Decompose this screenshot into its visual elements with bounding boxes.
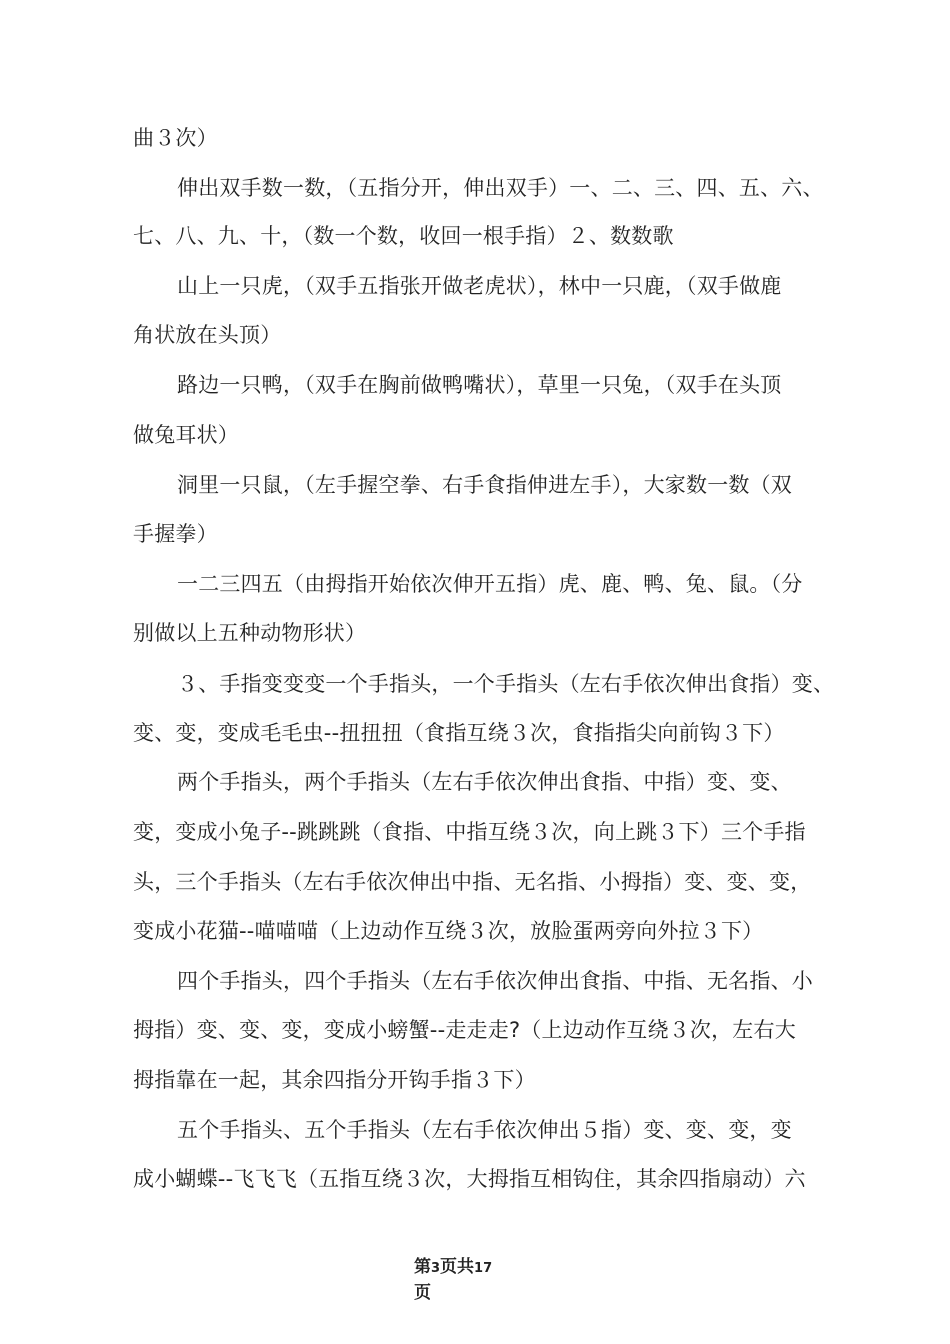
text-line-19: 拇指）变、变、变，变成小螃蟹--走走走?（上边动作互绕３次，左右大 <box>133 1018 796 1042</box>
text-line-12: ３、手指变变变一个手指头，一个手指头（左右手依次伸出食指）变、 <box>177 672 835 696</box>
text-line-13: 变、变，变成毛毛虫--扭扭扭（食指互绕３次，食指指尖向前钩３下） <box>133 721 785 745</box>
text-line-15: 变，变成小兔子--跳跳跳（食指、中指互绕３次，向上跳３下）三个手指 <box>133 820 806 844</box>
text-line-3: 七、八、九、十，（数一个数，收回一根手指）２、数数歌 <box>133 224 674 248</box>
total-page-number: 17 <box>474 1261 493 1276</box>
text-line-18: 四个手指头，四个手指头（左右手依次伸出食指、中指、无名指、小 <box>177 969 813 993</box>
text-line-14: 两个手指头，两个手指头（左右手依次伸出食指、中指）变、变、 <box>177 770 792 794</box>
text-line-4: 山上一只虎，（双手五指张开做老虎状），林中一只鹿，（双手做鹿 <box>177 274 782 298</box>
text-line-11: 别做以上五种动物形状） <box>133 621 367 645</box>
text-line-20: 拇指靠在一起，其余四指分开钩手指３下） <box>133 1068 536 1092</box>
page-number-line <box>414 1256 492 1280</box>
text-line-6: 路边一只鸭，（双手在胸前做鸭嘴状），草里一只兔，（双手在头顶 <box>177 373 782 397</box>
text-line-1: 曲３次） <box>133 126 218 150</box>
text-line-16: 头，三个手指头（左右手依次伸出中指、无名指、小拇指）变、变、变， <box>133 870 812 894</box>
text-line-5: 角状放在头顶） <box>133 323 282 347</box>
footer-prefix: 第 <box>414 1257 431 1277</box>
footer-middle: 页共 <box>440 1257 475 1277</box>
text-line-22: 成小蝴蝶--飞飞飞（五指互绕３次，大拇指互相钩住，其余四指扇动）六 <box>133 1167 806 1191</box>
text-line-9: 手握拳） <box>133 522 218 546</box>
text-line-10: 一二三四五（由拇指开始依次伸开五指）虎、鹿、鸭、兔、鼠。（分 <box>177 572 803 596</box>
text-line-2: 伸出双手数一数，（五指分开，伸出双手）一、二、三、四、五、六、 <box>177 176 824 200</box>
text-line-8: 洞里一只鼠，（左手握空拳、右手食指伸进左手），大家数一数（双 <box>177 473 792 497</box>
text-line-21: 五个手指头、五个手指头（左右手依次伸出５指）变、变、变，变 <box>177 1118 792 1142</box>
text-line-17: 变成小花猫--喵喵喵（上边动作互绕３次，放脸蛋两旁向外拉３下） <box>133 919 764 943</box>
current-page-number: 3 <box>431 1261 441 1276</box>
text-line-7: 做兔耳状） <box>133 423 239 447</box>
footer-suffix: 页 <box>414 1283 431 1303</box>
